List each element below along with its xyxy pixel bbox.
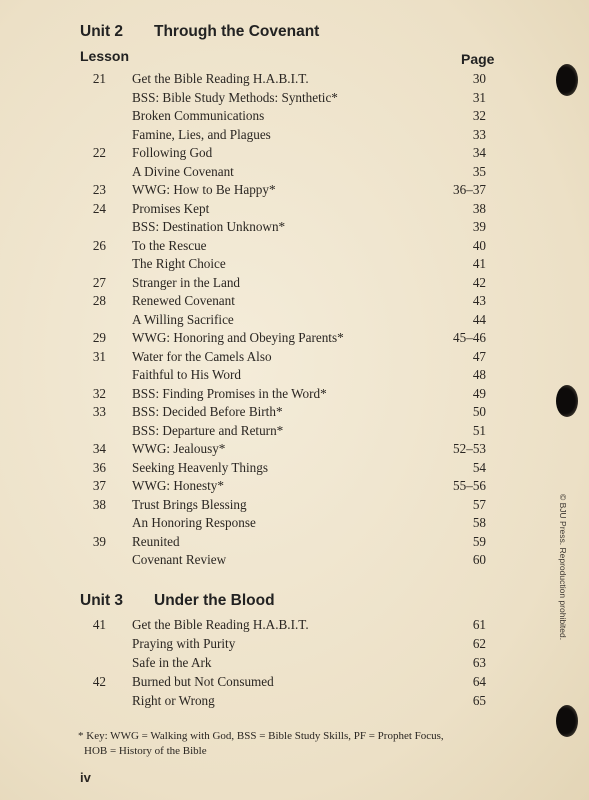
lesson-row (0, 533, 589, 552)
lesson-title: Safe in the Ark (132, 654, 212, 670)
lesson-title: Broken Communications (132, 108, 265, 123)
lesson-row (0, 311, 589, 330)
page-number-cell: 60 (472, 552, 486, 567)
lesson-number: 29 (92, 330, 106, 345)
lesson-title: Promises Kept (132, 200, 210, 216)
lesson-number: 27 (92, 274, 106, 290)
lesson-row (0, 274, 589, 293)
lesson-title: BSS: Departure and Return* (132, 422, 284, 438)
lesson-row (0, 144, 589, 163)
page-number-cell: 51 (472, 422, 486, 438)
page-number-cell: 39 (472, 219, 486, 234)
page-number-cell: 55–56 (453, 478, 486, 493)
lesson-row (0, 616, 589, 635)
lesson-row (0, 70, 589, 89)
page-column-label: Page (461, 51, 495, 67)
unit-2-heading (80, 23, 319, 41)
lesson-title: BSS: Destination Unknown* (132, 219, 286, 234)
lesson-title: Seeking Heavenly Things (132, 459, 269, 475)
lesson-number: 28 (92, 293, 106, 308)
lesson-row (0, 255, 589, 274)
footnote-line-1: * Key: WWG = Walking with God, BSS = Bible Study Skills, PF = Prophet Focus, (78, 730, 444, 742)
lesson-title: Get the Bible Reading H.A.B.I.T. (132, 617, 309, 632)
lesson-number: 42 (92, 673, 106, 689)
lesson-number: 23 (92, 182, 106, 197)
lesson-title: WWG: How to Be Happy* (132, 182, 276, 197)
lesson-title: Water for the Camels Also (132, 348, 272, 364)
lesson-title: The Right Choice (132, 256, 226, 271)
page-number-cell: 59 (472, 533, 486, 549)
lesson-title: Right or Wrong (132, 692, 215, 708)
lesson-row (0, 635, 589, 654)
page-number-cell: 41 (472, 256, 486, 271)
page-number-cell: 38 (472, 200, 486, 216)
lesson-number: 41 (92, 617, 106, 632)
page-number-cell: 30 (472, 71, 486, 86)
page-number-cell: 50 (472, 404, 486, 419)
lesson-row (0, 459, 589, 478)
lesson-number: 36 (92, 459, 106, 475)
lesson-number: 24 (92, 200, 106, 216)
lesson-title: Get the Bible Reading H.A.B.I.T. (132, 71, 309, 86)
lesson-title: Stranger in the Land (132, 274, 241, 290)
lesson-number: 38 (92, 496, 106, 512)
lesson-row (0, 200, 589, 219)
lesson-number: 32 (92, 385, 106, 401)
lesson-number: 26 (92, 237, 106, 253)
lesson-row (0, 366, 589, 385)
lesson-title: WWG: Jealousy* (132, 441, 226, 456)
unit-3-number: Unit 3 (80, 592, 124, 609)
lesson-title: Following God (132, 145, 213, 160)
lesson-row (0, 329, 589, 348)
lesson-number: 33 (92, 404, 106, 419)
page-number-cell: 58 (472, 515, 486, 530)
lesson-title: WWG: Honoring and Obeying Parents* (132, 330, 344, 345)
lesson-row (0, 292, 589, 311)
lesson-row (0, 692, 589, 711)
page-number-cell: 42 (472, 274, 486, 290)
lesson-number: 39 (92, 533, 106, 549)
page-number-cell: 40 (472, 237, 486, 253)
lesson-row (0, 422, 589, 441)
lesson-row (0, 126, 589, 145)
unit-2-title: Through the Covenant (154, 23, 320, 40)
unit-3-heading (80, 592, 275, 610)
footnote-key (78, 729, 518, 759)
lesson-number: 34 (92, 441, 106, 456)
page-number-cell: 47 (472, 348, 486, 364)
page-number-cell: 43 (472, 293, 486, 308)
page-number-cell: 54 (472, 459, 486, 475)
lesson-row (0, 654, 589, 673)
page-number-cell: 44 (472, 311, 486, 327)
lesson-title: Faithful to His Word (132, 367, 241, 382)
lesson-title: WWG: Honesty* (132, 478, 224, 493)
unit-3-title: Under the Blood (154, 592, 275, 609)
lesson-row (0, 348, 589, 367)
lesson-row (0, 403, 589, 422)
page-number-cell: 64 (472, 673, 486, 689)
lesson-row (0, 181, 589, 200)
lesson-title: Reunited (132, 533, 180, 549)
lesson-row (0, 385, 589, 404)
page-number-cell: 49 (472, 385, 486, 401)
copyright-notice: © BJU Press. Reproduction prohibited. (558, 494, 568, 641)
lesson-number: 37 (92, 478, 106, 493)
page-number-cell: 35 (472, 163, 486, 179)
lesson-title: BSS: Decided Before Birth* (132, 404, 283, 419)
lesson-number: 21 (92, 71, 106, 86)
lesson-title: An Honoring Response (132, 515, 256, 530)
page-number-cell: 61 (472, 617, 486, 632)
lesson-row (0, 237, 589, 256)
lesson-row (0, 163, 589, 182)
lesson-title: BSS: Bible Study Methods: Synthetic* (132, 89, 338, 105)
lesson-row (0, 477, 589, 496)
page-number-cell: 32 (472, 108, 486, 123)
lesson-row (0, 218, 589, 237)
page-number-cell: 48 (472, 367, 486, 382)
page-number-cell: 57 (472, 496, 486, 512)
lesson-title: Renewed Covenant (132, 293, 235, 308)
lesson-row (0, 89, 589, 108)
page-number-cell: 65 (472, 692, 486, 708)
lesson-title: Burned but Not Consumed (132, 673, 274, 689)
page-number-cell: 33 (472, 126, 486, 142)
lesson-title: Famine, Lies, and Plagues (132, 126, 271, 142)
page-number-cell: 62 (472, 635, 486, 651)
footnote-line-2: HOB = History of the Bible (84, 745, 207, 757)
lesson-row (0, 673, 589, 692)
lesson-row (0, 440, 589, 459)
lesson-row (0, 107, 589, 126)
lesson-row (0, 514, 589, 533)
lesson-title: Trust Brings Blessing (132, 496, 247, 512)
lesson-row (0, 551, 589, 570)
lesson-title: Covenant Review (132, 552, 227, 567)
page-number-cell: 63 (472, 654, 486, 670)
page-number: iv (80, 770, 91, 785)
page-number-cell: 52–53 (453, 441, 486, 456)
lesson-title: A Divine Covenant (132, 163, 234, 179)
lesson-title: Praying with Purity (132, 635, 236, 651)
lesson-title: To the Rescue (132, 237, 207, 253)
lesson-column-label: Lesson (80, 48, 130, 64)
page-number-cell: 34 (472, 145, 486, 160)
lesson-row (0, 496, 589, 515)
page-number-cell: 31 (472, 89, 486, 105)
page-number-cell: 45–46 (453, 330, 486, 345)
unit-2-number: Unit 2 (80, 23, 124, 40)
page-number-cell: 36–37 (453, 182, 486, 197)
lesson-number: 31 (92, 348, 106, 364)
lesson-title: BSS: Finding Promises in the Word* (132, 385, 327, 401)
lesson-number: 22 (92, 145, 106, 160)
lesson-title: A Willing Sacrifice (132, 311, 234, 327)
